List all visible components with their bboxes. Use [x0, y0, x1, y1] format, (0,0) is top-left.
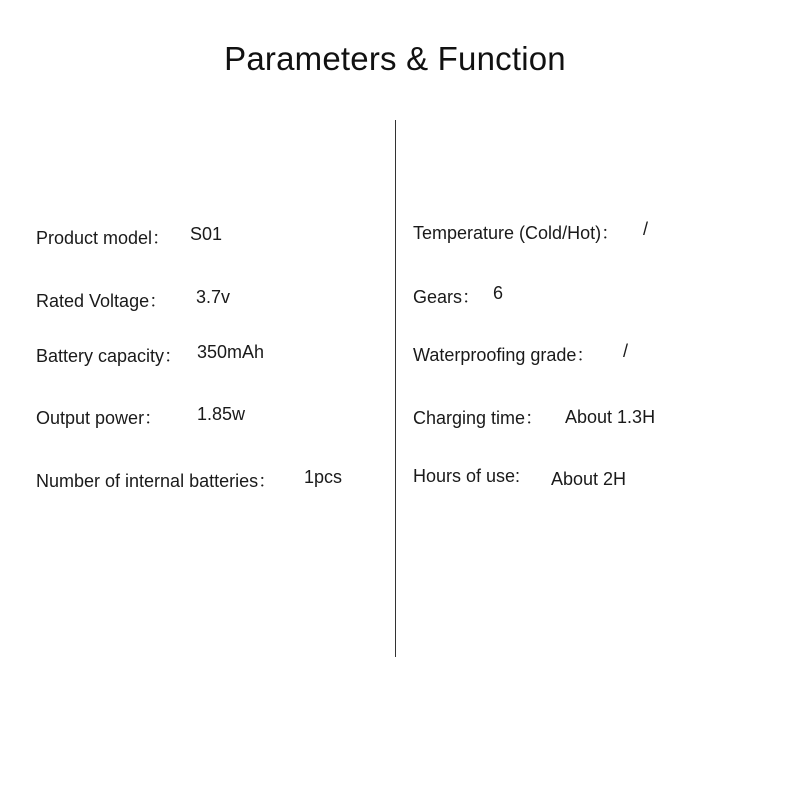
column-divider [395, 120, 396, 657]
spec-label: Battery capacity： [36, 346, 183, 366]
spec-label: Hours of use: [413, 466, 521, 486]
spec-label: Charging time： [413, 408, 544, 428]
spec-value: / [643, 219, 649, 239]
spec-value: 3.7v [196, 287, 231, 307]
spec-label: Number of internal batteries： [36, 471, 277, 491]
spec-label: Product model： [36, 228, 171, 248]
spec-value: S01 [190, 224, 223, 244]
spec-label: Waterproofing grade： [413, 345, 595, 365]
spec-value: About 2H [551, 469, 627, 489]
spec-label: Rated Voltage： [36, 291, 168, 311]
spec-label: Gears： [413, 287, 481, 307]
spec-value: 1.85w [197, 404, 246, 424]
spec-value: 350mAh [197, 342, 265, 362]
spec-value: / [623, 341, 629, 361]
spec-label: Temperature (Cold/Hot)： [413, 223, 620, 243]
page-title: Parameters & Function [224, 40, 566, 77]
spec-label: Output power： [36, 408, 163, 428]
spec-value: 1pcs [304, 467, 343, 487]
spec-value: 6 [493, 283, 504, 303]
spec-value: About 1.3H [565, 407, 656, 427]
